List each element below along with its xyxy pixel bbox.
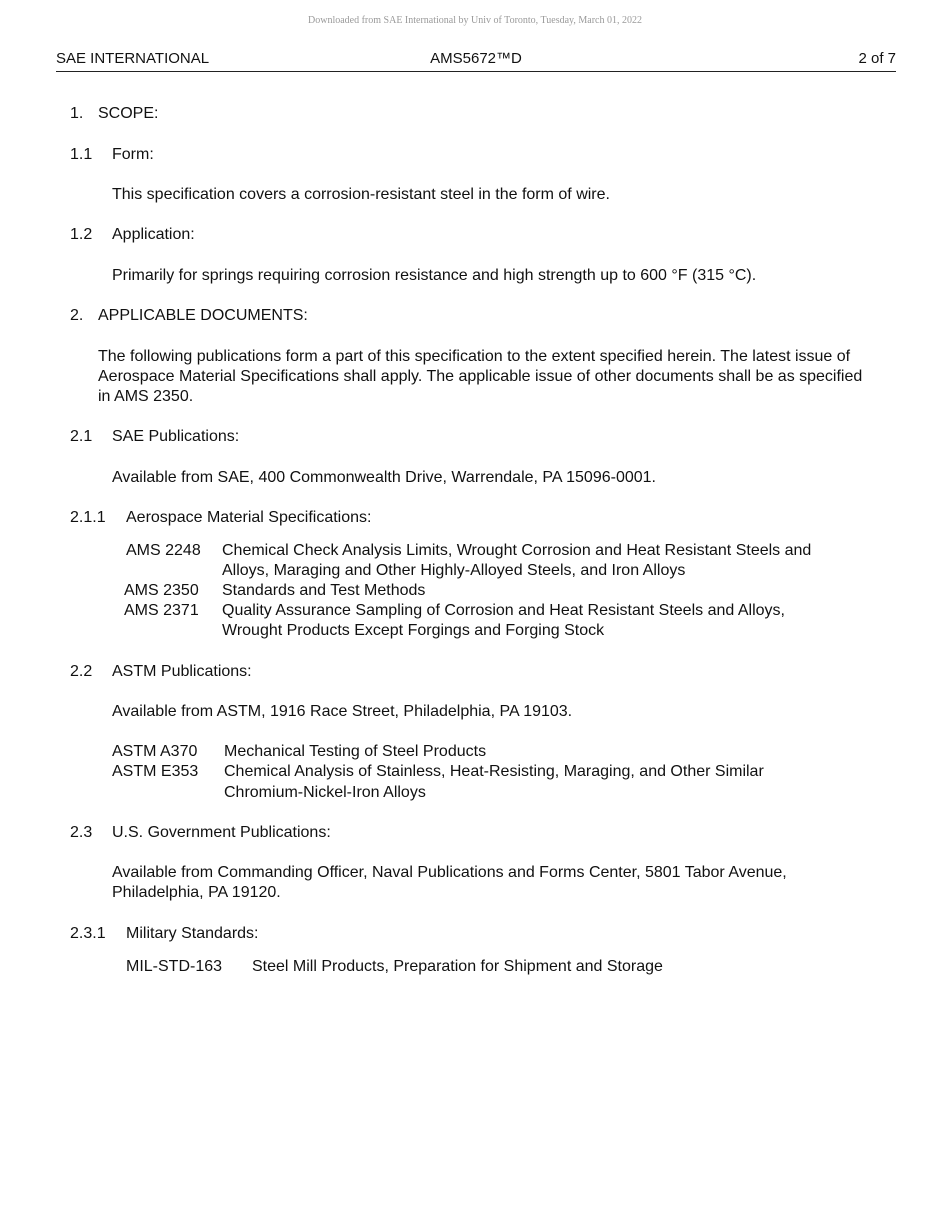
reference-code: AMS 2248 bbox=[126, 542, 201, 559]
reference-title: Quality Assurance Sampling of Corrosion and Heat Resistant Steels and Alloys, bbox=[222, 602, 785, 619]
page-header bbox=[56, 49, 896, 72]
reference-code: AMS 2371 bbox=[124, 602, 199, 619]
section-1-1-text: This specification covers a corrosion-resistant steel in the form of wire. bbox=[112, 186, 610, 203]
header-doc-id: AMS5672™D bbox=[430, 50, 522, 67]
reference-title: Mechanical Testing of Steel Products bbox=[224, 743, 487, 760]
section-1-2-number: 1.2 bbox=[70, 226, 93, 243]
section-2-3-text: Available from Commanding Officer, Naval Publications and Forms Center, 5801 Tabor Avenue, Philadelphia, PA 19120. bbox=[112, 864, 787, 901]
section-2-1-1-number: 2.1.1 bbox=[70, 509, 106, 526]
section-2-1-title: SAE Publications: bbox=[112, 428, 240, 445]
section-2-2-text: Available from ASTM, 1916 Race Street, Philadelphia, PA 19103. bbox=[112, 703, 573, 720]
section-2-3-1-number: 2.3.1 bbox=[70, 925, 106, 942]
section-1-number: 1. bbox=[70, 105, 84, 122]
section-2-3-title: U.S. Government Publications: bbox=[112, 824, 331, 841]
section-2-title: APPLICABLE DOCUMENTS: bbox=[98, 307, 308, 324]
reference-title: Chemical Check Analysis Limits, Wrought Corrosion and Heat Resistant Steels and bbox=[222, 542, 812, 559]
section-1-2-title: Application: bbox=[112, 226, 195, 243]
header-org: SAE INTERNATIONAL bbox=[56, 50, 210, 67]
section-2-1-number: 2.1 bbox=[70, 428, 93, 445]
section-2-1-1-title: Aerospace Material Specifications: bbox=[126, 509, 372, 526]
section-1-1-title: Form: bbox=[112, 146, 154, 163]
reference-title: Standards and Test Methods bbox=[222, 582, 426, 599]
reference-title: Chemical Analysis of Stainless, Heat-Resisting, Maraging, and Other Similar bbox=[224, 763, 764, 780]
section-2-3-number: 2.3 bbox=[70, 824, 93, 841]
section-1-2-text: Primarily for springs requiring corrosion resistance and high strength up to 600 °F (315 °C). bbox=[112, 267, 757, 284]
section-2-number: 2. bbox=[70, 307, 84, 324]
reference-code: ASTM E353 bbox=[112, 763, 199, 780]
section-2-1-text: Available from SAE, 400 Commonwealth Drive, Warrendale, PA 15096-0001. bbox=[112, 469, 656, 486]
section-2-2-title: ASTM Publications: bbox=[112, 663, 252, 680]
reference-code: AMS 2350 bbox=[124, 582, 199, 599]
header-page-number: 2 of 7 bbox=[858, 50, 896, 67]
reference-title-cont: Wrought Products Except Forgings and Forging Stock bbox=[222, 622, 605, 639]
section-1-1-number: 1.1 bbox=[70, 146, 93, 163]
reference-title-cont: Alloys, Maraging and Other Highly-Alloyed Steels, and Iron Alloys bbox=[222, 562, 686, 579]
reference-title: Steel Mill Products, Preparation for Shipment and Storage bbox=[252, 958, 663, 975]
download-watermark: Downloaded from SAE International by Univ of Toronto, Tuesday, March 01, 2022 bbox=[308, 15, 642, 26]
section-1-title: SCOPE: bbox=[98, 105, 159, 122]
reference-code: MIL-STD-163 bbox=[126, 958, 223, 975]
section-2-3-1-title: Military Standards: bbox=[126, 925, 259, 942]
reference-title-cont: Chromium-Nickel-Iron Alloys bbox=[224, 784, 426, 801]
section-2-text: The following publications form a part of this specification to the extent specified herein. The latest issue of Aerospace Material Specifications shall apply. The applicable issue of other documents shall be as specified in AMS 2350. bbox=[98, 348, 863, 405]
reference-code: ASTM A370 bbox=[112, 743, 198, 760]
section-2-2-number: 2.2 bbox=[70, 663, 93, 680]
